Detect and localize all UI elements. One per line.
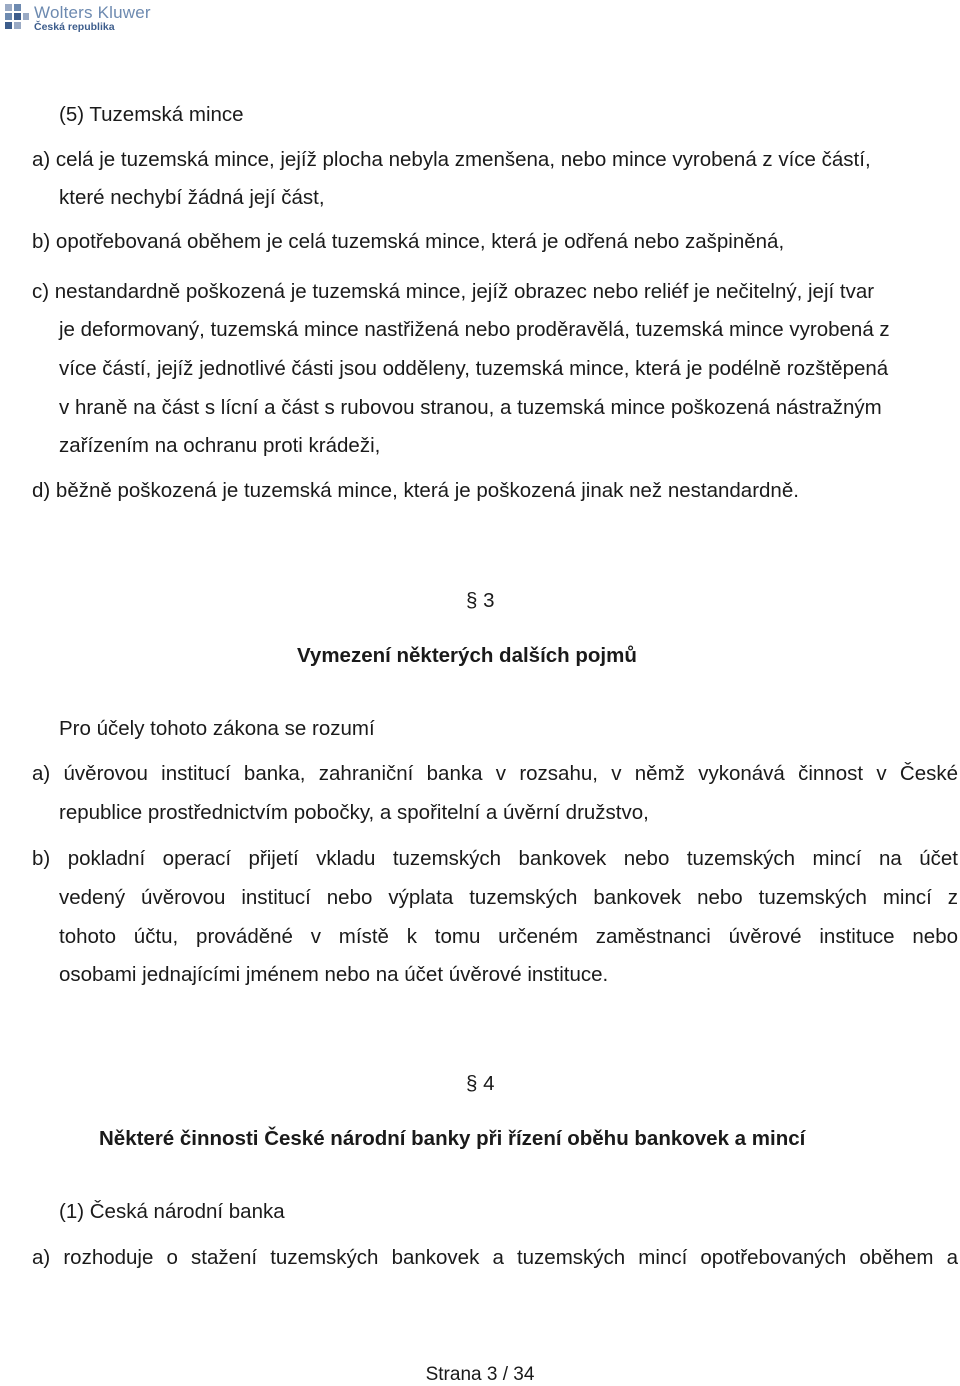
page-number: Strana 3 / 34 <box>425 1364 535 1385</box>
p3-item-a-line-2: republice prostřednictvím pobočky, a spořitelní a úvěrní družstvo, <box>59 801 649 824</box>
section-5-heading: (5) Tuzemská mince <box>59 103 244 126</box>
paragraph-4-title: Některé činnosti České národní banky při řízení oběhu bankovek a mincí <box>99 1127 806 1150</box>
p4-item-a-line-1: a) rozhoduje o stažení tuzemských bankovek a tuzemských mincí opotřebovaných oběhem a <box>32 1246 958 1269</box>
item-c-line-1: c) nestandardně poškozená je tuzemská mince, jejíž obrazec nebo reliéf je nečitelný, její tvar <box>32 280 875 303</box>
brand-name: Wolters Kluwer <box>34 3 151 22</box>
item-c-line-5: zařízením na ochranu proti krádeži, <box>59 434 381 457</box>
item-d: d) běžně poškozená je tuzemská mince, která je poškozená jinak než nestandardně. <box>32 479 799 502</box>
p3-item-a-line-1: a) úvěrovou institucí banka, zahraniční banka v rozsahu, v němž vykonává činnost v České <box>32 762 958 785</box>
p3-item-b-line-1: b) pokladní operací přijetí vkladu tuzemských bankovek nebo tuzemských mincí na účet <box>32 847 958 870</box>
item-c-line-4: v hraně na část s lícní a část s rubovou stranou, a tuzemská mince poškozená nástražným <box>59 396 882 419</box>
publisher-logo <box>4 3 151 37</box>
item-c-line-3: více částí, jejíž jednotlivé části jsou odděleny, tuzemská mince, která je podélně rozštěpená <box>59 357 889 380</box>
wolters-kluwer-logo-icon <box>4 3 30 31</box>
paragraph-3-intro: Pro účely tohoto zákona se rozumí <box>59 717 375 740</box>
p3-item-b-line-4: osobami jednajícími jménem nebo na účet úvěrové instituce. <box>59 963 609 986</box>
p4-subsection-1: (1) Česká národní banka <box>59 1200 285 1223</box>
p3-item-b-line-2: vedený úvěrovou institucí nebo výplata tuzemských bankovek nebo tuzemských mincí z <box>59 886 958 909</box>
item-a-line-2: které nechybí žádná její část, <box>59 186 325 209</box>
paragraph-3-title: Vymezení některých dalších pojmů <box>297 644 637 667</box>
brand-subtitle: Česká republika <box>34 21 115 33</box>
item-a-line-1: a) celá je tuzemská mince, jejíž plocha nebyla zmenšena, nebo mince vyrobená z více částí, <box>32 148 871 171</box>
item-b: b) opotřebovaná oběhem je celá tuzemská mince, která je odřená nebo zašpiněná, <box>32 230 785 253</box>
p3-item-b-line-3: tohoto účtu, prováděné v místě k tomu určeném zaměstnanci úvěrové instituce nebo <box>59 925 958 948</box>
item-c-line-2: je deformovaný, tuzemská mince nastřižená nebo proděravělá, tuzemská mince vyrobená z <box>59 318 890 341</box>
paragraph-4-number: § 4 <box>466 1072 495 1095</box>
paragraph-3-number: § 3 <box>466 589 495 612</box>
